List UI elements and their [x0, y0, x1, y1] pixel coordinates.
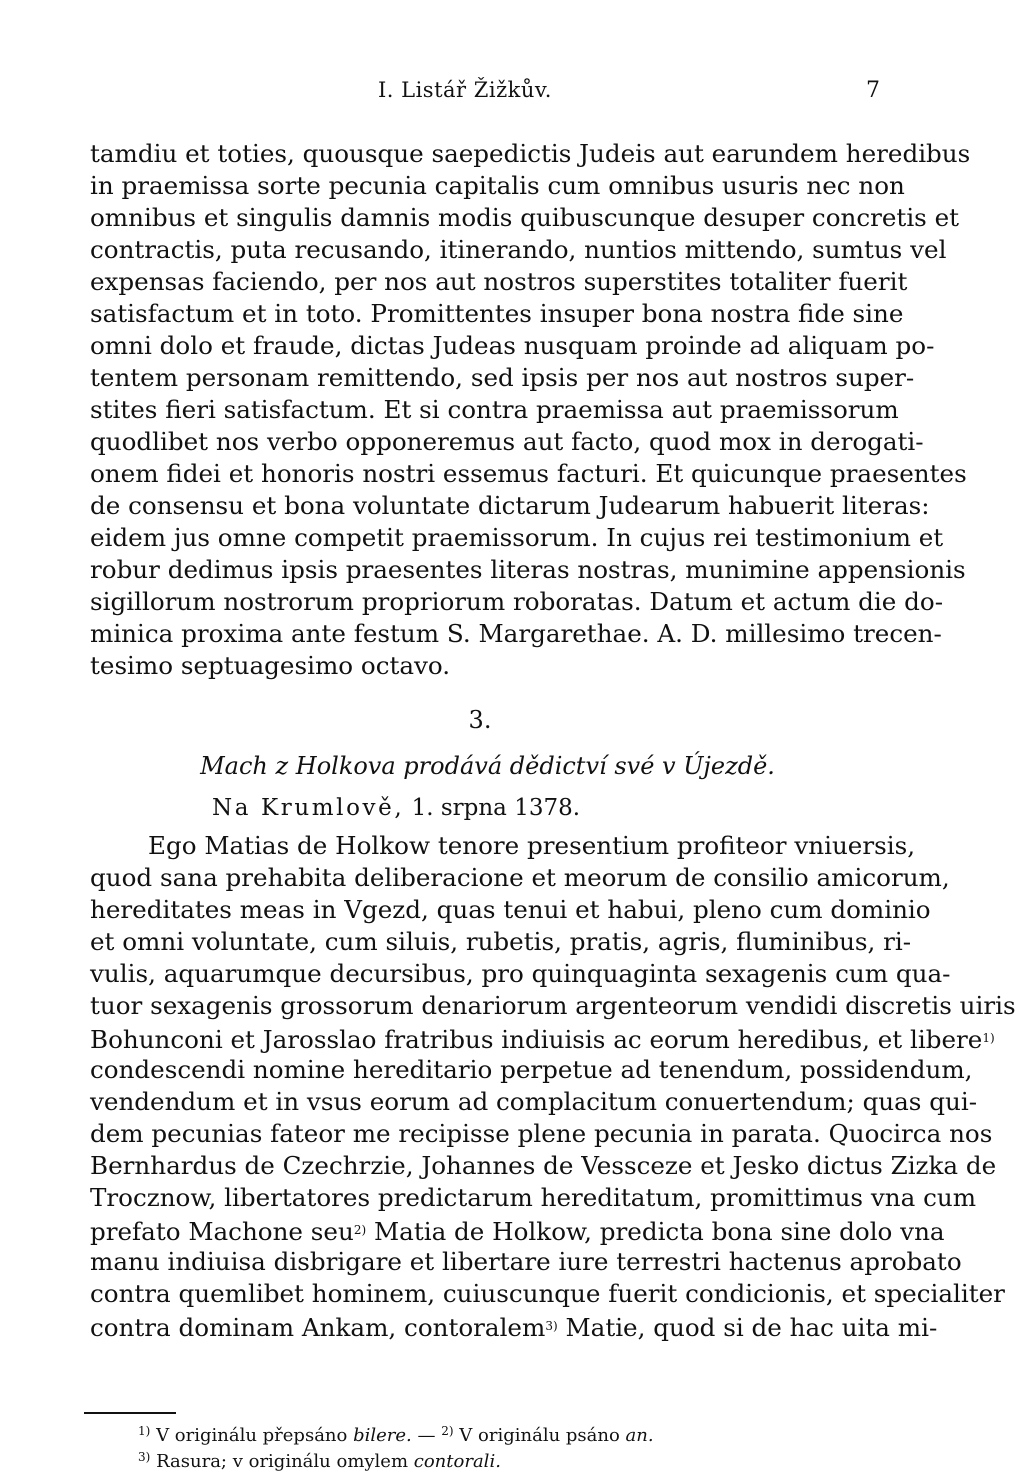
text-line: satisfactum et in toto. Promittentes insuper bona nostra fide sine [90, 299, 904, 328]
footnotes [138, 1418, 654, 1470]
text-line: tesimo septuagesimo octavo. [90, 651, 451, 680]
footnote-marker: 1) [138, 1424, 151, 1438]
text-line: Bernhardus de Czechrzie, Johannes de Vessceze et Jesko dictus Zizka de [90, 1151, 997, 1180]
text-line: tentem personam remittendo, sed ipsis per nos aut nostros super- [90, 363, 915, 392]
text-line: quodlibet nos verbo opponeremus aut facto, quod mox in derogati- [90, 427, 924, 456]
footnote-1-2 [138, 1418, 654, 1444]
running-head [0, 78, 960, 108]
text-line: onem fidei et honoris nostri essemus facturi. Et quicunque praesentes [90, 459, 967, 488]
footnote-word: contorali. [413, 1451, 501, 1472]
footnote-text: V originálu přepsáno [156, 1425, 348, 1446]
text-line: eidem jus omne competit praemissorum. In cujus rei testimonium et [90, 523, 944, 552]
footnote-marker: 2) [441, 1424, 454, 1438]
text-line: omnibus et singulis damnis modis quibuscunque desuper concretis et [90, 203, 960, 232]
text-line: tamdiu et toties, quousque saepedictis Judeis aut earundem heredibus [90, 139, 971, 168]
text-line [90, 1214, 945, 1246]
footnote-reference: 1) [982, 1031, 995, 1045]
footnote-marker: 3) [138, 1450, 151, 1464]
footnote-word: bilere. [353, 1425, 412, 1446]
document-place: Na Krumlově, [212, 795, 405, 821]
text-segment: contra dominam Ankam, contoralem [90, 1313, 546, 1342]
footnote-word: an. [625, 1425, 654, 1446]
document-heading: Mach z Holkova prodává dědictví své v Újezdě. [200, 752, 775, 780]
text-line: vulis, aquarumque decursibus, pro quinquaginta sexagenis cum qua- [90, 959, 951, 988]
document-place-date [212, 795, 580, 821]
running-title: I. Listář Žižkův. [378, 78, 552, 102]
text-segment: Matia de Holkow, predicta bona sine dolo vna [373, 1217, 945, 1246]
text-line [90, 1310, 938, 1342]
text-line: manu indiuisa disbrigare et libertare iure terrestri hactenus aprobato [90, 1247, 962, 1276]
text-line: omni dolo et fraude, dictas Judeas nusquam proinde ad aliquam po- [90, 331, 935, 360]
footnote-text: V originálu psáno [459, 1425, 620, 1446]
text-segment: Matie, quod si de hac uita mi- [565, 1313, 938, 1342]
text-line: condescendi nomine hereditario perpetue ad tenendum, possidendum, [90, 1055, 973, 1084]
text-line: contra quemlibet hominem, cuiuscunque fuerit condicionis, et specialiter [90, 1279, 1005, 1308]
footnote-divider [84, 1412, 176, 1414]
text-line: sigillorum nostrorum propriorum roboratas. Datum et actum die do- [90, 587, 943, 616]
text-line: Trocznow, libertatores predictarum hereditatum, promittimus vna cum [90, 1183, 977, 1212]
charter-text [90, 830, 1016, 1342]
footnote-reference: 2) [353, 1223, 367, 1237]
text-line: et omni voluntate, cum siluis, rubetis, pratis, agris, fluminibus, ri- [90, 927, 912, 956]
text-line: robur dedimus ipsis praesentes literas nostras, munimine appensionis [90, 555, 966, 584]
text-line: stites fieri satisfactum. Et si contra praemissa aut praemissorum [90, 395, 899, 424]
continued-paragraph [90, 138, 971, 682]
footnote-3 [138, 1444, 654, 1470]
footnote-text: Rasura; v originálu omylem [156, 1451, 409, 1472]
text-line: contractis, puta recusando, itinerando, nuntios mittendo, sumtus vel [90, 235, 947, 264]
footnote-reference: 3) [545, 1319, 558, 1333]
text-segment: prefato Machone seu [90, 1217, 354, 1246]
text-line: vendendum et in vsus eorum ad complacitum conuertendum; quas qui- [90, 1087, 978, 1116]
text-segment: Bohunconi et Jarosslao fratribus indiuisis ac eorum heredibus, et libere [90, 1025, 983, 1054]
document-number: 3. [468, 706, 492, 734]
footnote-separator: — [417, 1425, 436, 1446]
text-line: quod sana prehabita deliberacione et meorum de consilio amicorum, [90, 863, 950, 892]
text-line: de consensu et bona voluntate dictarum Judearum habuerit literas: [90, 491, 930, 520]
page-number: 7 [866, 78, 880, 103]
document-date: 1. srpna 1378. [411, 795, 581, 821]
text-line [90, 1022, 995, 1054]
text-line: tuor sexagenis grossorum denariorum argenteorum vendidi discretis uiris [90, 991, 1016, 1020]
text-line: minica proxima ante festum S. Margarethae. A. D. millesimo trecen- [90, 619, 942, 648]
text-line: Ego Matias de Holkow tenore presentium profiteor vniuersis, [148, 831, 916, 860]
text-line: dem pecunias fateor me recipisse plene pecunia in parata. Quocirca nos [90, 1119, 993, 1148]
text-line: in praemissa sorte pecunia capitalis cum omnibus usuris nec non [90, 171, 905, 200]
text-line: hereditates meas in Vgezd, quas tenui et habui, pleno cum dominio [90, 895, 931, 924]
text-line: expensas faciendo, per nos aut nostros superstites totaliter fuerit [90, 267, 908, 296]
